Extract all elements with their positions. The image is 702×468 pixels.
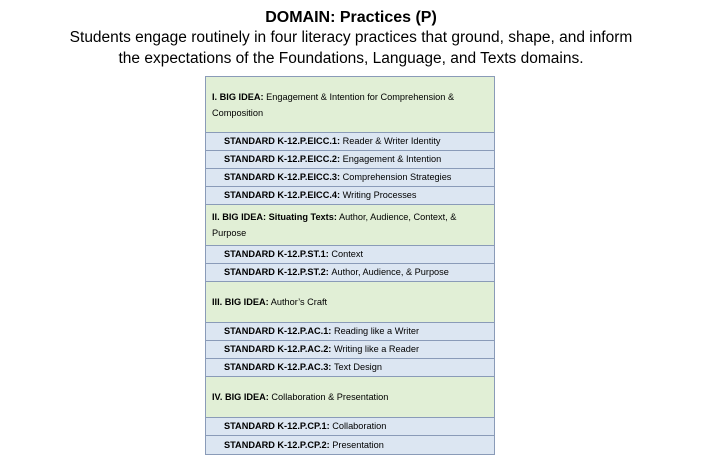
standard-row [206,246,494,264]
standard-name: Writing Processes [342,190,417,200]
standard-row [206,151,494,169]
standard-name: Engagement & Intention [342,154,442,164]
standard-name: Reader & Writer Identity [342,136,441,146]
standard-code: STANDARD K-12.P.EICC.1: [224,136,341,146]
standard-code: STANDARD K-12.P.CP.1: [224,421,330,431]
big-idea-row [206,205,494,246]
standard-row [206,418,494,436]
standard-code: STANDARD K-12.P.EICC.3: [224,172,341,182]
standard-row [206,187,494,205]
intro-line-2: the expectations of the Foundations, Language, and Texts domains. [118,50,584,67]
standard-code: STANDARD K-12.P.ST.2: [224,267,329,277]
big-idea-row [206,377,494,418]
page-title: DOMAIN: Practices (P) [265,9,437,26]
standard-row [206,133,494,151]
big-idea-title: Collaboration & Presentation [271,392,389,402]
standard-name: Collaboration [332,421,387,431]
big-idea-prefix: I. BIG IDEA: [212,91,264,102]
standard-name: Presentation [332,439,384,450]
standard-row [206,169,494,187]
big-idea-prefix: IV. BIG IDEA: [212,392,269,402]
big-idea-text [212,294,327,310]
standard-name: Writing like a Reader [333,344,420,354]
big-idea-title: Author’s Craft [270,297,328,307]
standard-code: STANDARD K-12.P.CP.2: [224,439,330,450]
standard-code: STANDARD K-12.P.ST.1: [224,249,329,259]
standard-row [206,341,494,359]
big-idea-prefix: II. BIG IDEA: Situating Texts: [212,212,337,222]
big-idea-row [206,282,494,323]
standard-code: STANDARD K-12.P.AC.3: [224,362,332,372]
intro-line-1: Students engage routinely in four literacy practices that ground, shape, and inform [69,29,633,46]
big-idea-text [212,89,488,121]
standard-name: Context [331,249,364,259]
standard-name: Comprehension Strategies [342,172,452,182]
standard-name: Reading like a Writer [333,326,420,336]
standard-row [206,323,494,341]
big-idea-text [212,209,488,241]
practices-table [205,76,495,455]
standard-row [206,359,494,377]
standard-name: Author, Audience, & Purpose [331,267,449,277]
standard-code: STANDARD K-12.P.EICC.2: [224,154,341,164]
standard-code: STANDARD K-12.P.AC.2: [224,344,332,354]
big-idea-text [212,389,388,405]
standard-row [206,436,494,454]
standard-code: STANDARD K-12.P.EICC.4: [224,190,341,200]
intro-text [20,27,682,69]
big-idea-row [206,77,494,133]
standard-code: STANDARD K-12.P.AC.1: [224,326,332,336]
standard-row [206,264,494,282]
big-idea-title: Engagement & Intention for Comprehension & Composition [212,91,455,118]
big-idea-prefix: III. BIG IDEA: [212,297,269,307]
standard-name: Text Design [333,362,382,372]
big-idea-title: Author, Audience, Context, & Purpose [212,212,457,238]
